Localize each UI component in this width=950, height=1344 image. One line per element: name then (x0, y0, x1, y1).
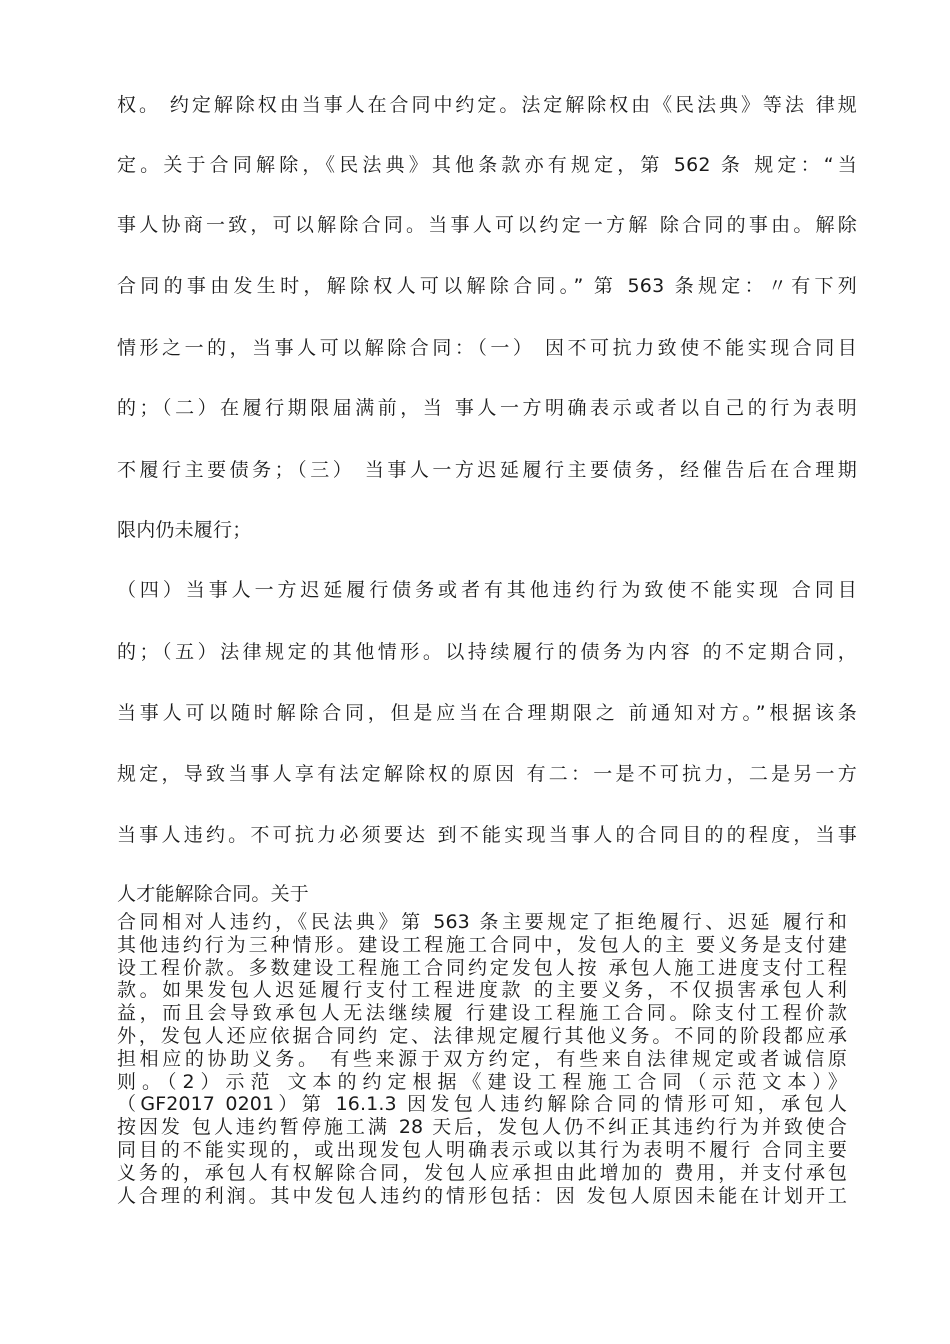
paragraph-line: 不履行主要债务；（三） 当事人一方迟延履行主要债务，经催告后在合理期 (117, 459, 857, 481)
paragraph-line: 规定，导致当事人享有法定解除权的原因 有二：一是不可抗力，二是另一方 (117, 763, 857, 785)
paragraph-line: 合同相对人违约，《民法典》第 563 条主要规定了拒绝履行、迟延 履行和 (117, 911, 847, 933)
paragraph-line: （四）当事人一方迟延履行债务或者有其他违约行为致使不能实现 合同目 (117, 579, 857, 601)
paragraph-line: 款。如果发包人迟延履行支付工程进度款 的主要义务，不仅损害承包人利 (117, 979, 847, 1002)
dense-paragraph (117, 911, 847, 1207)
paragraph-line: 设工程价款。多数建设工程施工合同约定发包人按 承包人施工进度支付工程 (117, 956, 847, 979)
paragraph-line: 的；（二）在履行期限届满前，当 事人一方明确表示或者以自己的行为表明 (117, 397, 857, 419)
paragraph-line: 限内仍未履行； (117, 519, 252, 541)
paragraph-line: 按因发 包人违约暂停施工满 28 天后，发包人仍不纠正其违约行为并致使合 (117, 1116, 847, 1139)
paragraph-line: （GF2017 0201）第 16.1.3 因发包人违约解除合同的情形可知，承包人 (117, 1093, 847, 1116)
paragraph-line: 人才能解除合同。关于 (117, 883, 310, 905)
paragraph-line: 同目的不能实现的，或出现发包人明确表示或以其行为表明不履行 合同主要 (117, 1138, 847, 1161)
paragraph-line: 其他违约行为三种情形。建设工程施工合同中，发包人的主 要义务是支付建 (117, 933, 847, 956)
paragraph-line: 义务的，承包人有权解除合同，发包人应承担由此增加的 费用，并支付承包 (117, 1161, 847, 1184)
paragraph-line: 情形之一的，当事人可以解除合同：（一） 因不可抗力致使不能实现合同目 (117, 337, 857, 359)
paragraph-line: 人合理的利润。其中发包人违约的情形包括：因 发包人原因未能在计划开工 (117, 1184, 847, 1207)
paragraph-line: 益，而且会导致承包人无法继续履 行建设工程施工合同。除支付工程价款 (117, 1002, 847, 1025)
paragraph-line: 权。 约定解除权由当事人在合同中约定。法定解除权由《民法典》等法 律规 (117, 94, 857, 116)
paragraph-line: 定。关于合同解除，《民法典》其他条款亦有规定，第 562 条 规定：“当 (117, 154, 857, 176)
paragraph-line: 外，发包人还应依据合同约 定、法律规定履行其他义务。不同的阶段都应承 (117, 1024, 847, 1047)
paragraph-line: 则。（2）示范 文本的约定根据《建设工程施工合同（示范文本）》 (117, 1070, 847, 1093)
paragraph-line: 事人协商一致，可以解除合同。当事人可以约定一方解 除合同的事由。解除 (117, 214, 857, 236)
paragraph-line: 担相应的协助义务。 有些来源于双方约定，有些来自法律规定或者诚信原 (117, 1047, 847, 1070)
paragraph-line: 当事人可以随时解除合同，但是应当在合理期限之 前通知对方。”根据该条 (117, 702, 857, 724)
paragraph-line: 的；（五）法律规定的其他情形。以持续履行的债务为内容 的不定期合同， (117, 641, 857, 663)
paragraph-line: 当事人违约。不可抗力必须要达 到不能实现当事人的合同目的的程度，当事 (117, 824, 857, 846)
paragraph-line: 合同的事由发生时，解除权人可以解除合同。” 第 563 条规定：〃有下列 (117, 275, 857, 297)
